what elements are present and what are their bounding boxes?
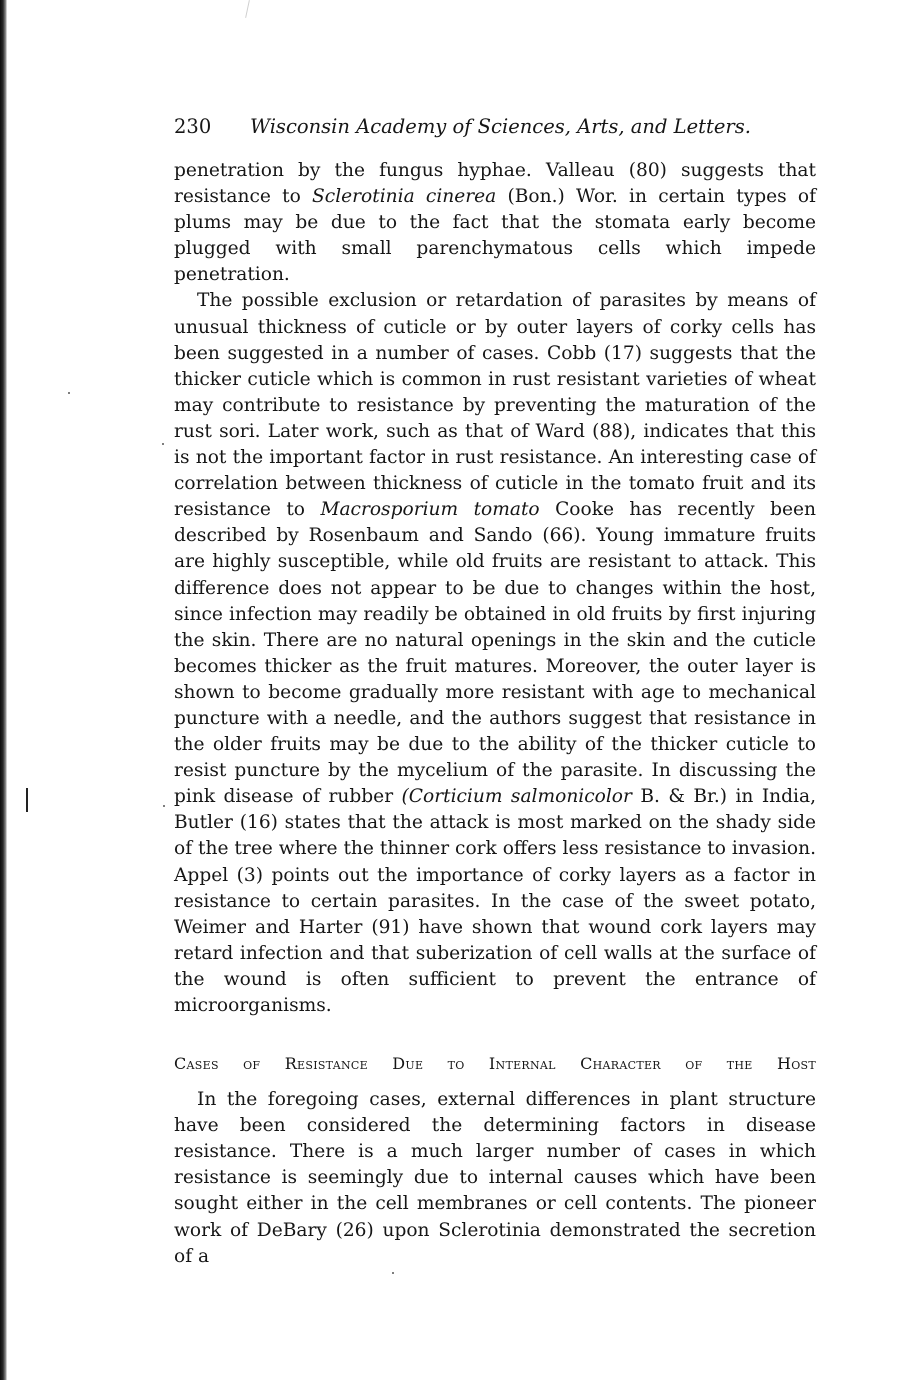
paragraph-text: (Bon.) Wor. in certain types of plums may be due to the fact that the stomata early become plugged with small parenchymatous cells which impede penetration. bbox=[174, 186, 816, 286]
scan-speck bbox=[68, 392, 70, 394]
paragraph-continued bbox=[174, 158, 816, 288]
paragraph-text: B. & Br.) in India, Butler (16) states that the attack is most marked on the shady side of the tree where the thinner cork offers less resistance to invasion. Appel (3) points out the importance of corky layers as a factor in resistance to certain parasites. In the case of the sweet potato, Weimer and Harter (91) have shown that wound cork layers may retard infection and that suberization of cell walls at the surface of the wound is often sufficient to prevent the entrance of microorganisms. bbox=[174, 786, 816, 1016]
paragraph-text: Cooke has recently been described by Rosenbaum and Sando (66). Young immature fruits are highly susceptible, while old fruits are resistant to attack. This difference does not appear to be due to changes within the host, since infection may readily be obtained in old fruits by first injuring the skin. There are no natural openings in the skin and the cuticle becomes thicker as the fruit matures. Moreover, the outer layer is shown to become gradually more resistant with age to mechanical puncture with a needle, and the authors suggest that resistance in the older fruits may be due to the ability of the thicker cuticle to resist puncture by the mycelium of the parasite. In discussing the pink disease of rubber bbox=[174, 499, 816, 808]
scan-speck bbox=[162, 443, 164, 445]
page-number: 230 bbox=[174, 115, 212, 138]
paragraph-internal-causes bbox=[174, 1087, 816, 1270]
running-head bbox=[174, 113, 816, 141]
paragraph-cuticle bbox=[174, 288, 816, 1019]
book-page bbox=[174, 113, 816, 1270]
scan-speck bbox=[392, 1272, 394, 1274]
section-heading: Cases of Resistance Due to Internal Character of the Host bbox=[174, 1054, 816, 1074]
scientific-name: (Corticium salmonicolor bbox=[401, 786, 632, 808]
scan-edge-shadow bbox=[0, 0, 7, 1380]
scientific-name: Sclerotinia cinerea bbox=[312, 186, 497, 208]
margin-mark bbox=[26, 788, 28, 812]
scan-stray-mark bbox=[245, 0, 250, 18]
journal-title: Wisconsin Academy of Sciences, Arts, and Letters. bbox=[250, 115, 751, 138]
scientific-name: Macrosporium tomato bbox=[320, 499, 540, 521]
paragraph-text: penetration by the fungus hyphae. Valleau (80) suggests that resistance to bbox=[174, 160, 816, 208]
paragraph-text: In the foregoing cases, external differences in plant structure have been considered the determining factors in disease resistance. There is a much larger number of cases in which resistance is seemingly due to internal causes which have been sought either in the cell membranes or cell contents. The pioneer work of DeBary (26) upon Sclerotinia demonstrated the secretion of a bbox=[174, 1089, 816, 1267]
scan-speck bbox=[163, 805, 165, 807]
paragraph-text: The possible exclusion or retardation of parasites by means of unusual thickness of cuticle or by outer layers of corky cells has been suggested in a number of cases. Cobb (17) suggests that the thicker cuticle which is common in rust resistant varieties of wheat may contribute to resistance by preventing the maturation of the rust sori. Later work, such as that of Ward (88), indicates that this is not the important factor in rust resistance. An interesting case of correlation between thickness of cuticle in the tomato fruit and its resistance to bbox=[174, 290, 816, 521]
